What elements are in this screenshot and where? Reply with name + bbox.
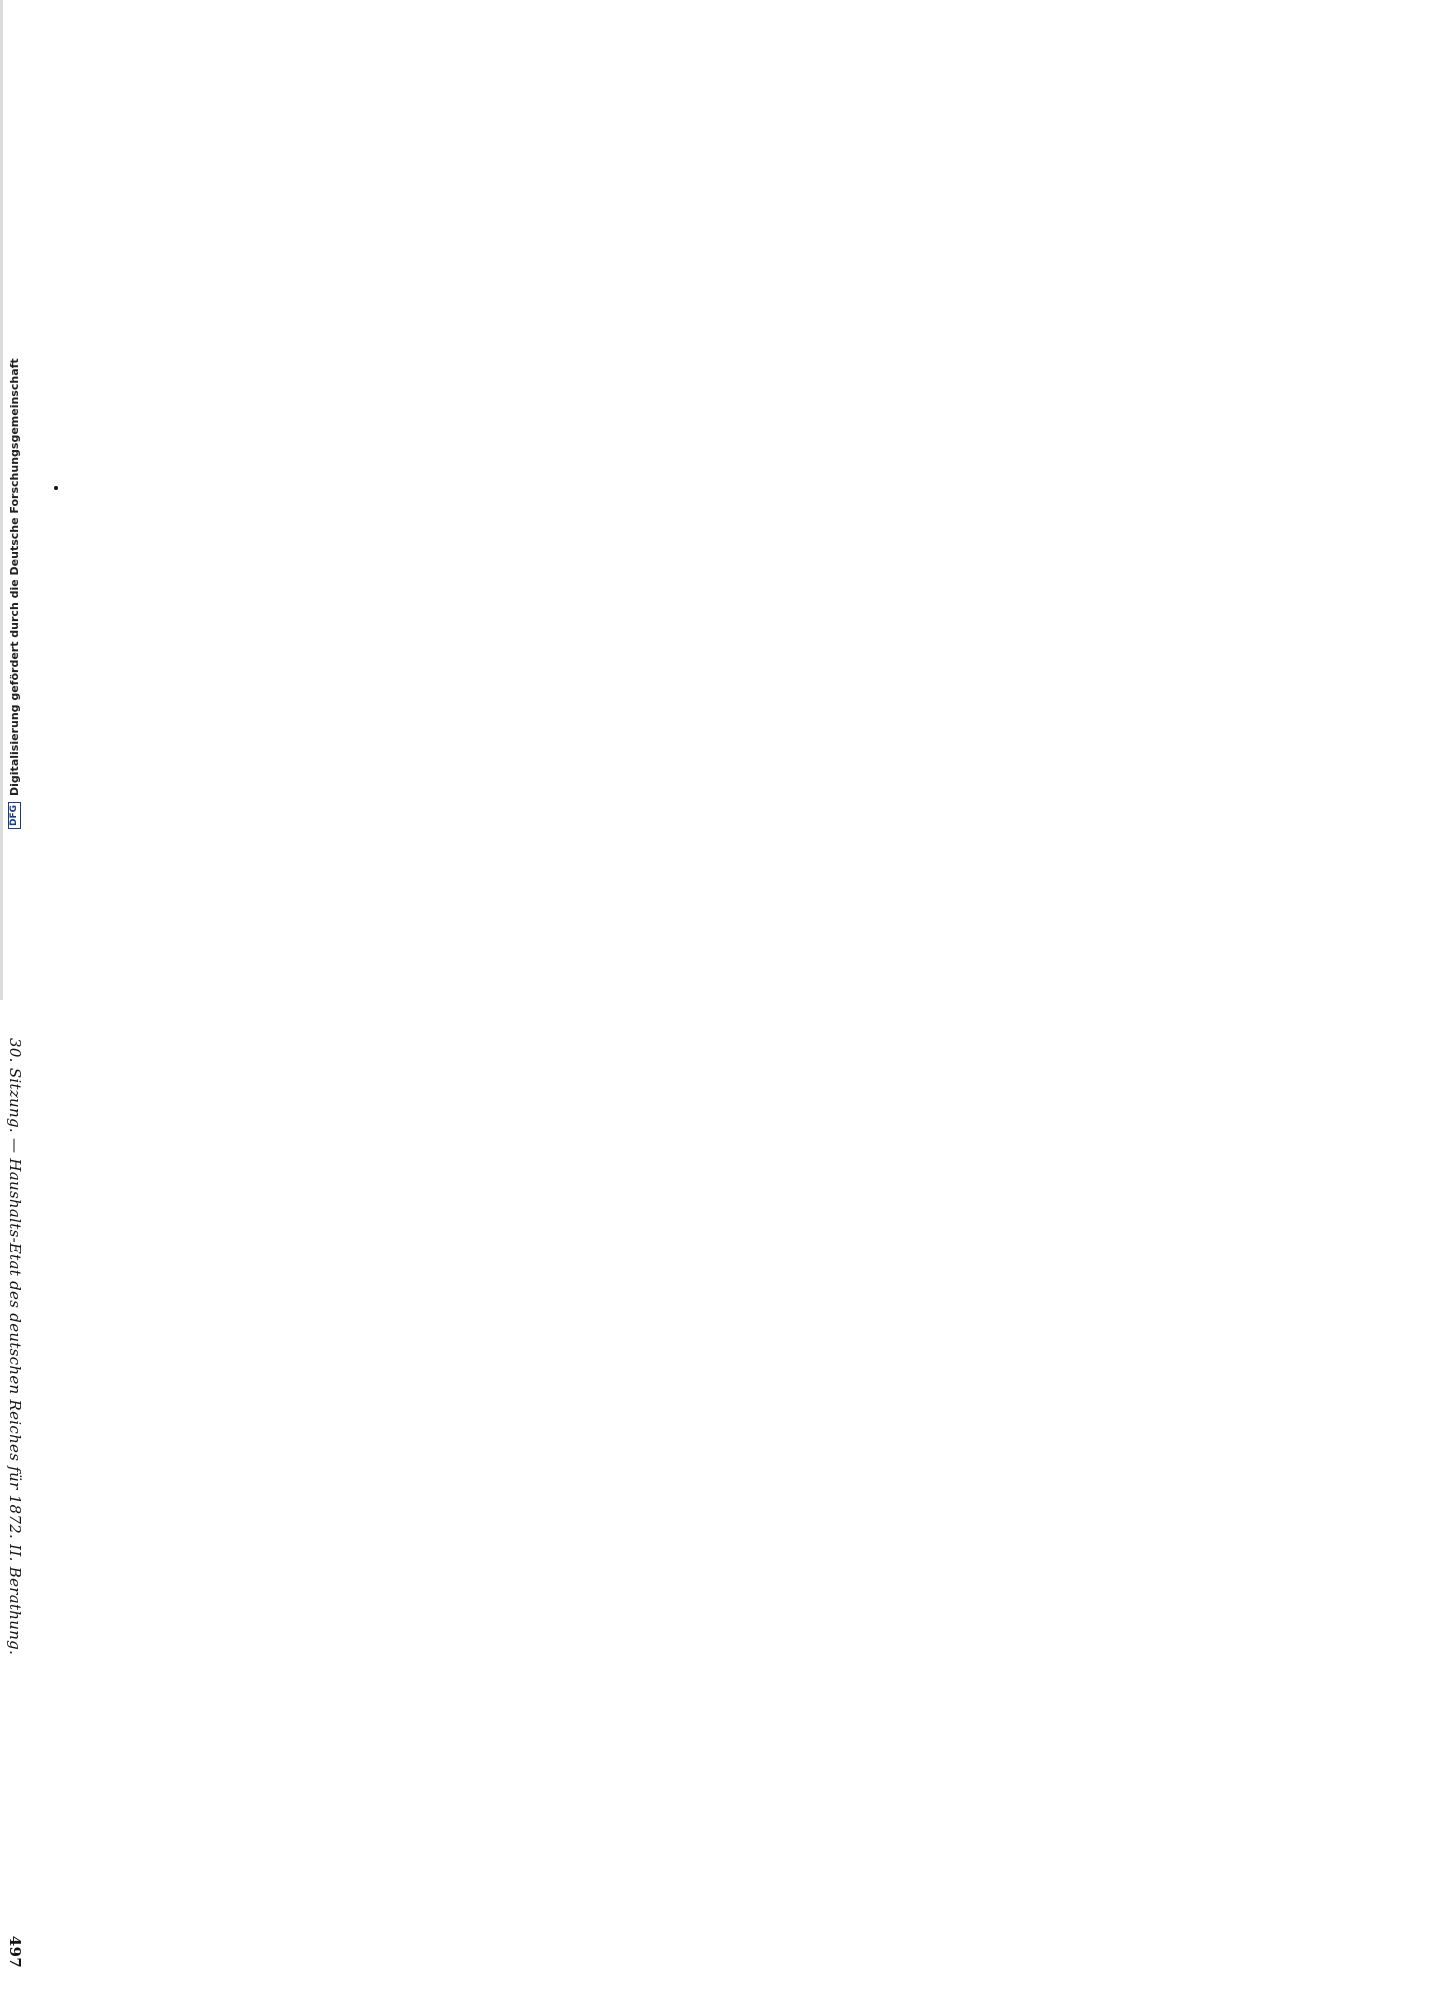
- credit-text: Digitalisierung gefördert durch die Deutsche Forschungsgemeinschaft: [7, 358, 21, 796]
- page-header: [0, 1038, 22, 1968]
- page-title: 30. Sitzung. — Haushalts-Etat des deutschen Reiches für 1872. II. Berathung.: [6, 1038, 24, 1656]
- page-number: 497: [6, 1935, 24, 1968]
- scan-dot: [54, 486, 58, 490]
- dfg-logo-icon: DFG: [8, 802, 21, 829]
- document-page: [0, 1008, 30, 2000]
- credit-strip: [3, 169, 25, 829]
